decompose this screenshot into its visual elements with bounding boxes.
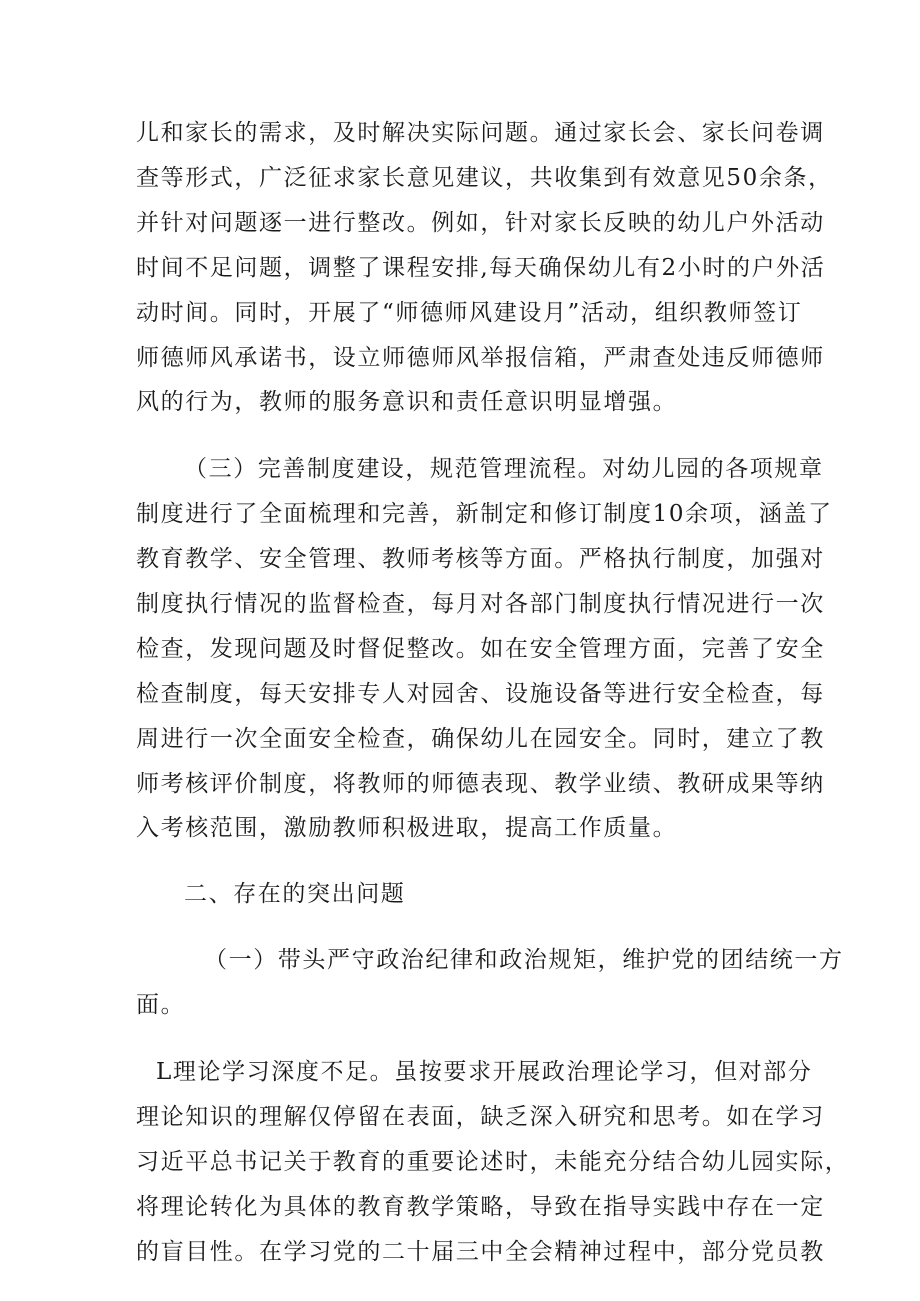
text-line: 动时间。同时，开展了“师德师风建设月”活动，组织教师签订 xyxy=(136,300,803,326)
text-line: （三）完善制度建设，规范管理流程。对幼儿园的各项规章 xyxy=(184,456,824,482)
text-line: （一）带头严守政治纪律和政治规矩，维护党的团结统一方 xyxy=(204,947,844,973)
text-line: 查等形式，广泛征求家长意见建议，共收集到有效意见50余条， xyxy=(136,165,833,191)
text-line: 理论知识的理解仅停留在表面，缺乏深入研究和思考。如在学习 xyxy=(136,1104,825,1130)
text-line: 制度进行了全面梳理和完善，新制定和修订制度10余项，涵盖了 xyxy=(136,501,833,527)
text-line: 师考核评价制度，将教师的师德表现、教学业绩、教研成果等纳 xyxy=(136,771,825,797)
text-line: 入考核范围，激励教师积极进取，提高工作质量。 xyxy=(136,815,678,841)
text-line: 面。 xyxy=(136,992,186,1018)
text-line: 制度执行情况的监督检查，每月对各部门制度执行情况进行一次 xyxy=(136,591,825,617)
text-line: 时间不足问题，调整了课程安排,每天确保幼儿有2小时的户外活 xyxy=(136,255,826,281)
text-line: 习近平总书记关于教育的重要论述时，未能充分结合幼儿园实际， xyxy=(136,1149,850,1175)
text-line: 并针对问题逐一进行整改。例如，针对家长反映的幼儿户外活动 xyxy=(136,210,825,236)
text-line: 的盲目性。在学习党的二十届三中全会精神过程中，部分党员教 xyxy=(136,1239,825,1265)
text-line: 将理论转化为具体的教育教学策略，导致在指导实践中存在一定 xyxy=(136,1194,825,1220)
text-line: 教育教学、安全管理、教师考核等方面。严格执行制度，加强对 xyxy=(136,546,825,572)
text-line: 检查制度，每天安排专人对园舍、设施设备等进行安全检查，每 xyxy=(136,681,825,707)
text-line: 风的行为，教师的服务意识和责任意识明显增强。 xyxy=(136,389,678,415)
text-line: 周进行一次全面安全检查，确保幼儿在园安全。同时，建立了教 xyxy=(136,726,825,752)
text-line: L理论学习深度不足。虽按要求开展政治理论学习，但对部分 xyxy=(156,1059,813,1085)
text-line: 师德师风承诺书，设立师德师风举报信箱，严肃查处违反师德师 xyxy=(136,345,825,371)
text-line: 儿和家长的需求，及时解决实际问题。通过家长会、家长问卷调 xyxy=(136,120,825,146)
text-line: 检查，发现问题及时督促整改。如在安全管理方面，完善了安全 xyxy=(136,636,825,662)
section-heading: 二、存在的突出问题 xyxy=(184,881,406,907)
